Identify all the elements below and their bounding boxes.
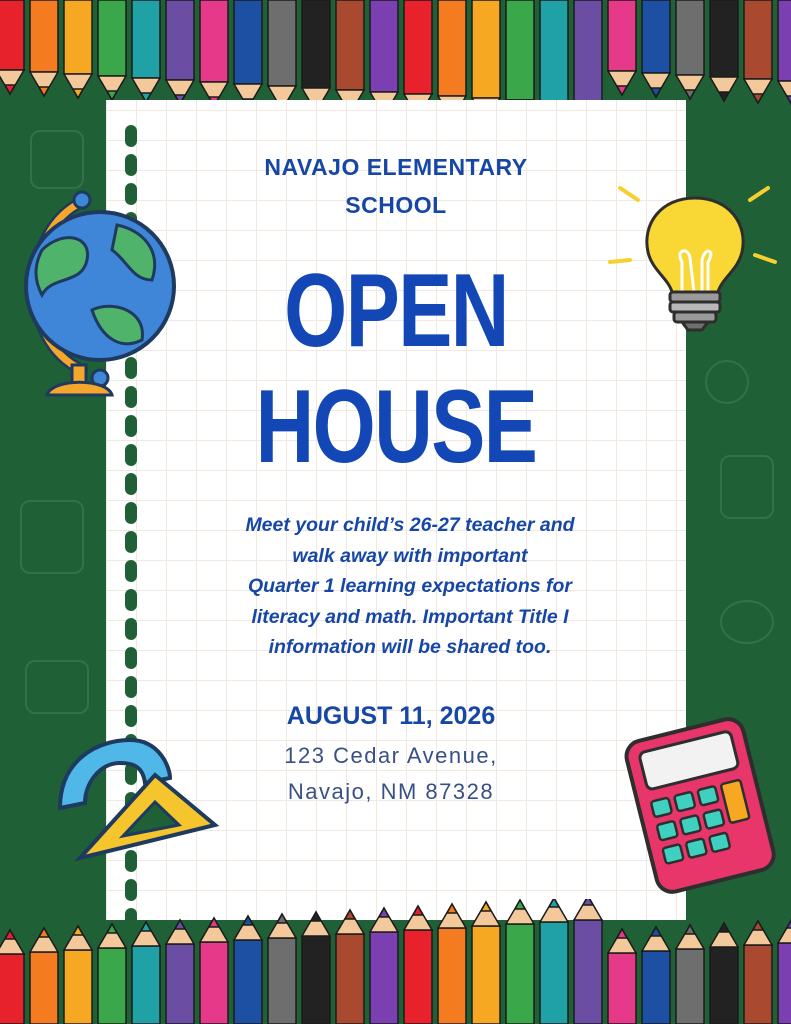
pencil bbox=[0, 930, 24, 1024]
pencil bbox=[676, 0, 704, 99]
colored-pencils-bottom bbox=[0, 899, 791, 1024]
paper-hole bbox=[125, 444, 137, 466]
pencil bbox=[676, 925, 704, 1024]
atom-doodle-icon bbox=[705, 360, 749, 404]
backpack-doodle-icon bbox=[30, 130, 84, 189]
school-name-line2: SCHOOL bbox=[345, 192, 447, 218]
description-line: literacy and math. Important Title I bbox=[251, 605, 569, 628]
pencil bbox=[132, 922, 160, 1024]
pencil bbox=[30, 0, 58, 96]
pencil bbox=[98, 924, 126, 1024]
paper-hole bbox=[125, 647, 137, 669]
headline-open: OPEN bbox=[284, 253, 508, 369]
pencil bbox=[30, 928, 58, 1024]
pencil bbox=[234, 916, 262, 1024]
pencil bbox=[608, 929, 636, 1024]
description-line: Quarter 1 learning expectations for bbox=[247, 575, 572, 597]
pencil bbox=[744, 921, 772, 1024]
book-doodle-icon bbox=[25, 660, 89, 714]
pencil bbox=[438, 904, 466, 1024]
planet-doodle-icon bbox=[720, 600, 774, 644]
light-bulb-icon bbox=[610, 180, 780, 340]
pencil bbox=[166, 0, 194, 104]
pencil bbox=[302, 912, 330, 1024]
pencil bbox=[404, 906, 432, 1024]
pencil bbox=[64, 0, 92, 98]
globe-icon bbox=[12, 190, 172, 405]
address-line2: Navajo, NM 87328 bbox=[287, 779, 495, 804]
pencil bbox=[0, 0, 24, 94]
pencil bbox=[370, 0, 398, 116]
backpack-doodle-icon bbox=[20, 500, 84, 574]
address-line1: 123 Cedar Avenue, bbox=[284, 743, 498, 768]
paper-hole bbox=[125, 676, 137, 698]
calculator-doodle-icon bbox=[720, 455, 774, 519]
event-description bbox=[160, 510, 660, 663]
calculator-icon bbox=[625, 720, 775, 890]
headline-house: HOUSE bbox=[255, 369, 537, 485]
pencil bbox=[608, 0, 636, 95]
pencil bbox=[200, 0, 228, 106]
pencil bbox=[778, 919, 791, 1024]
pencil bbox=[132, 0, 160, 102]
description-line: information will be shared too. bbox=[268, 636, 552, 658]
pencil bbox=[744, 0, 772, 103]
pencil bbox=[540, 899, 568, 1024]
description-line: Meet your child’s 26-27 teacher and bbox=[245, 514, 575, 536]
event-date: AUGUST 11, 2026 bbox=[286, 702, 496, 730]
school-name bbox=[106, 148, 686, 224]
pencil bbox=[370, 908, 398, 1024]
pencil bbox=[472, 902, 500, 1024]
pencil bbox=[64, 926, 92, 1024]
paper-hole bbox=[125, 415, 137, 437]
pencil bbox=[778, 0, 791, 105]
pencil bbox=[234, 0, 262, 108]
pencil bbox=[642, 927, 670, 1024]
description-line: walk away with important bbox=[292, 544, 528, 567]
pencil bbox=[710, 923, 738, 1024]
paper-hole bbox=[125, 618, 137, 640]
pencil bbox=[200, 918, 228, 1024]
paper-hole bbox=[125, 502, 137, 524]
pencil bbox=[574, 899, 602, 1024]
school-name-line1: NAVAJO ELEMENTARY bbox=[264, 154, 528, 180]
paper-hole bbox=[125, 473, 137, 495]
pencil bbox=[268, 914, 296, 1024]
paper-hole bbox=[125, 531, 137, 553]
pencil bbox=[336, 910, 364, 1024]
pencil bbox=[336, 0, 364, 114]
pencil bbox=[98, 0, 126, 100]
set-square-icon bbox=[75, 770, 225, 865]
pencil bbox=[302, 0, 330, 112]
pencil bbox=[268, 0, 296, 110]
pencil bbox=[642, 0, 670, 97]
paper-hole bbox=[125, 125, 137, 147]
paper-hole bbox=[125, 879, 137, 901]
pencil bbox=[710, 0, 738, 101]
pencil bbox=[506, 900, 534, 1024]
pencil bbox=[166, 920, 194, 1024]
paper-hole bbox=[125, 589, 137, 611]
paper-hole bbox=[125, 560, 137, 582]
